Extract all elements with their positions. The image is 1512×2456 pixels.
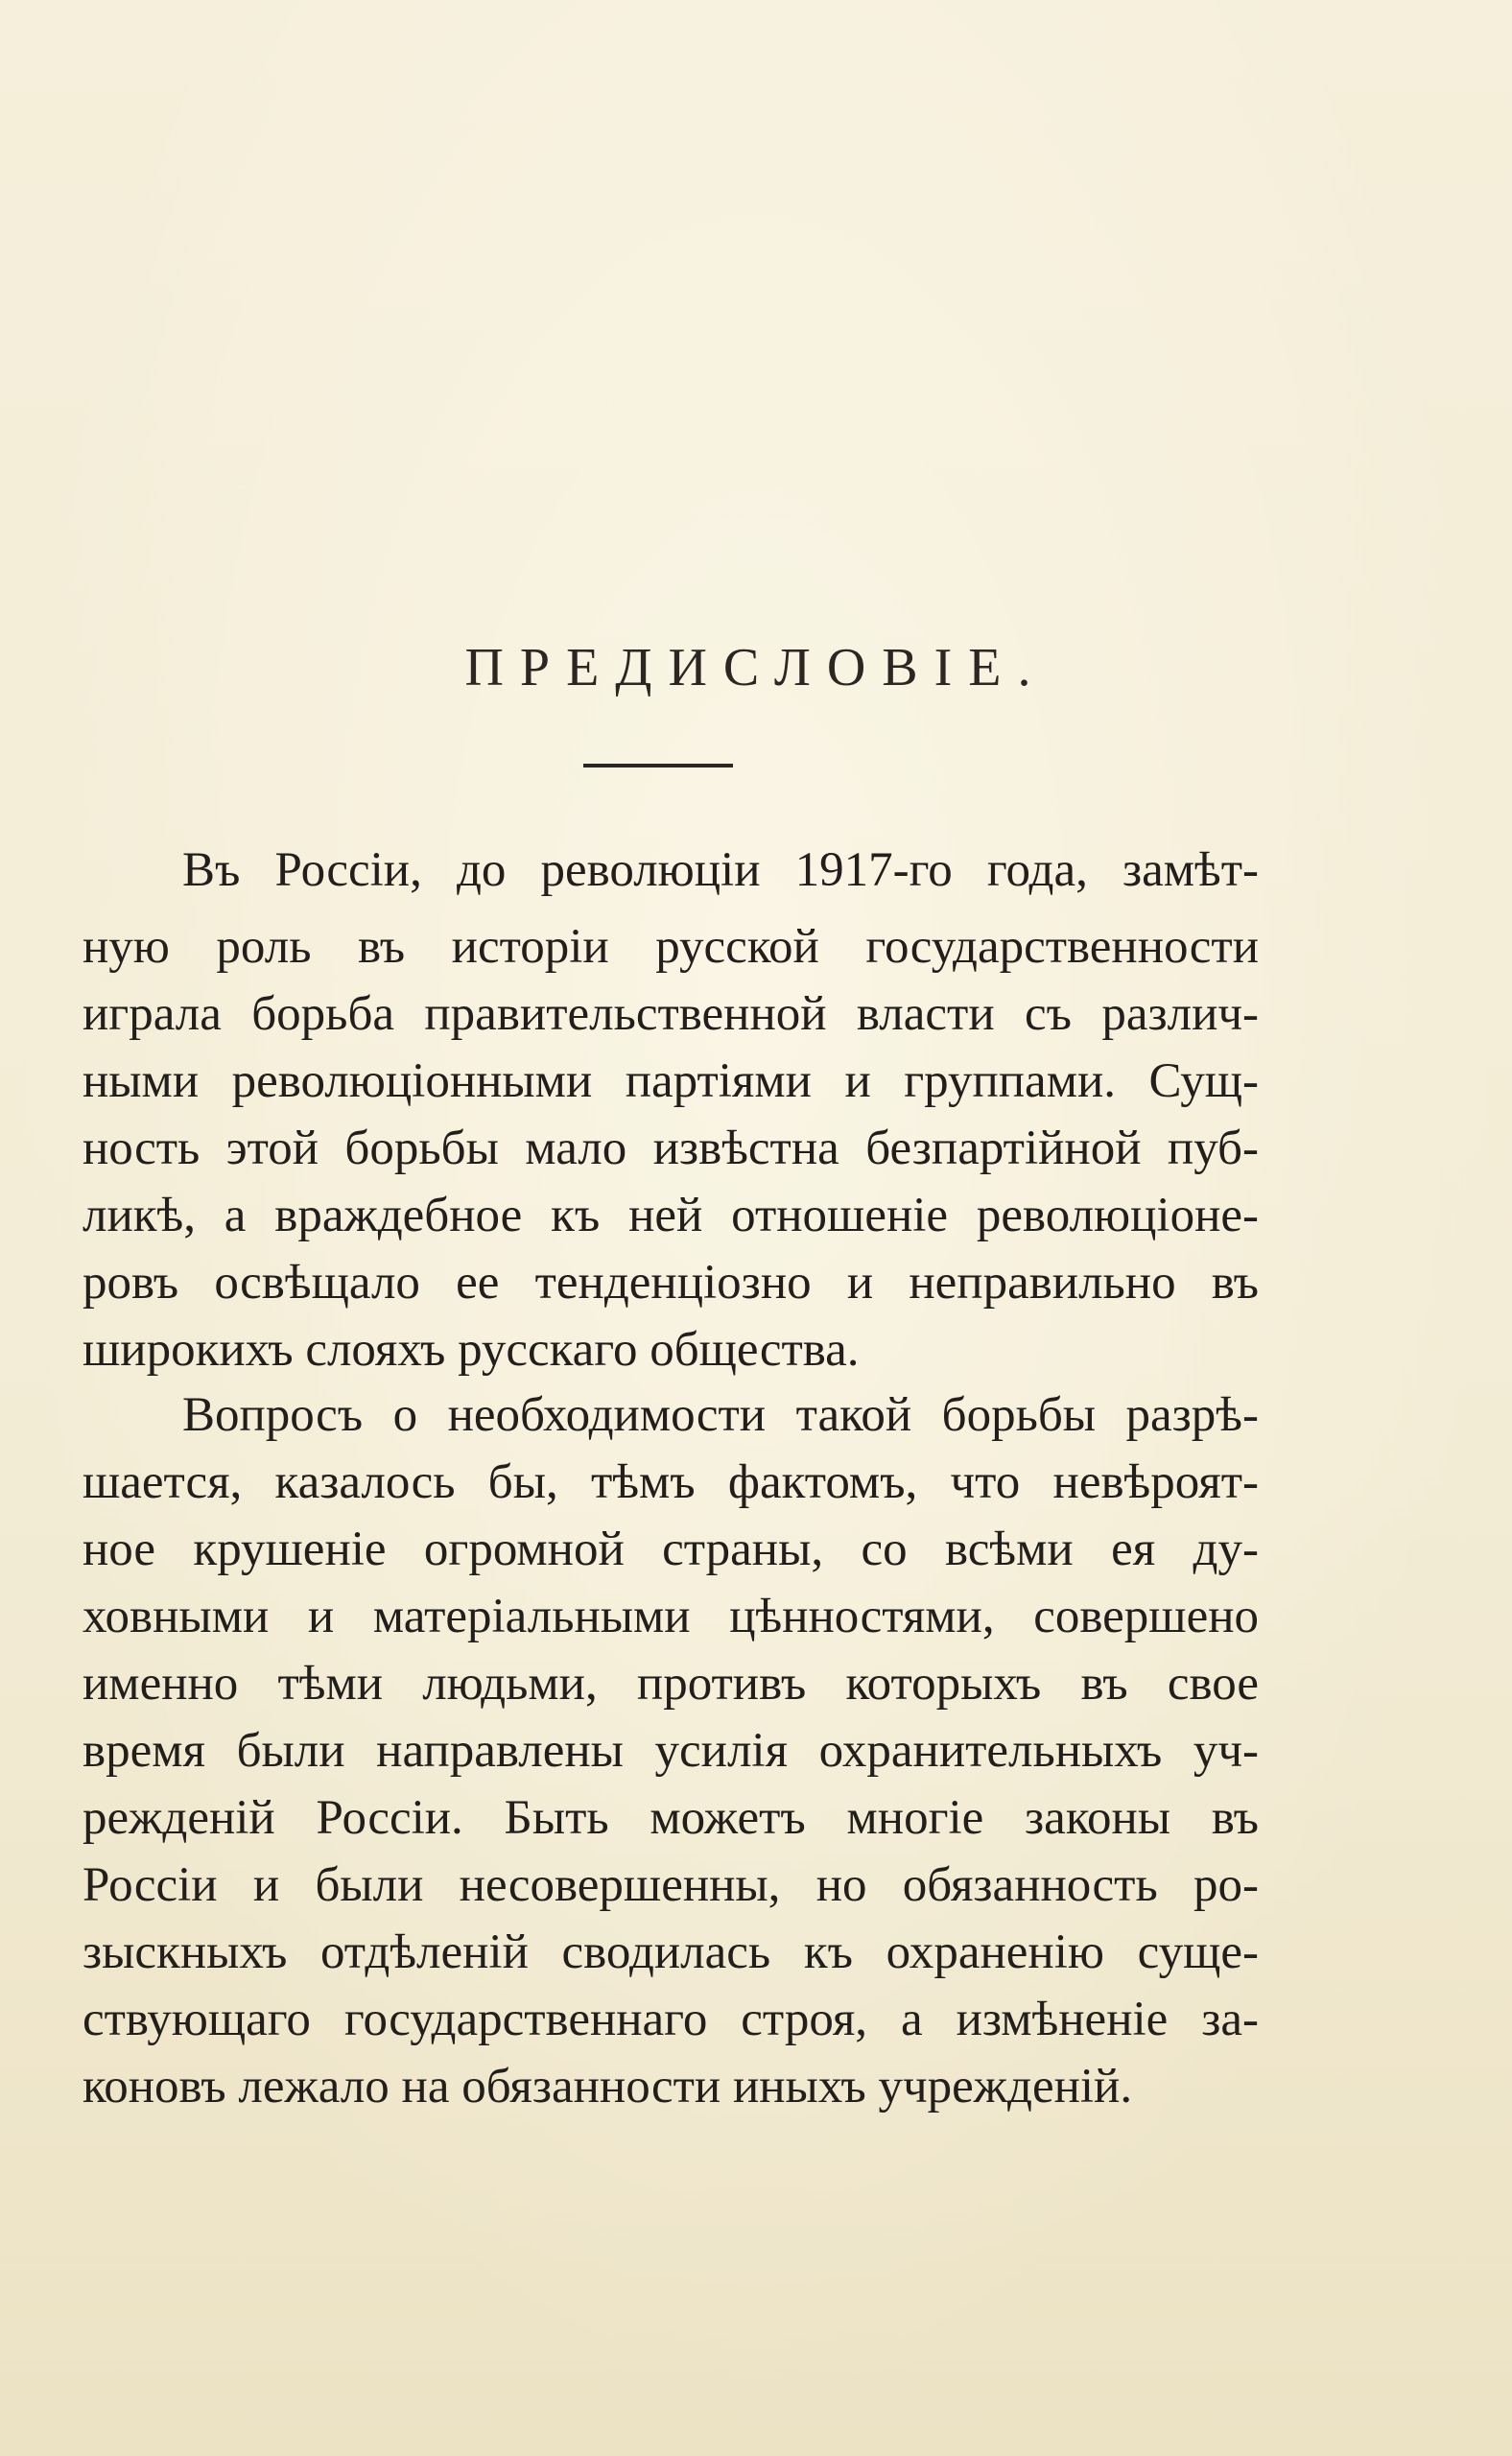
text-line: ными революціонными партіями и группами. Сущ- [83, 1054, 1259, 1108]
text-line: ствующаго государственнаго строя, а измѣненіе за- [83, 1993, 1259, 2046]
text-line: ность этой борьбы мало извѣстна безпартійной пуб- [83, 1122, 1259, 1175]
text-line: шается, казалось бы, тѣмъ фактомъ, что невѣроят- [83, 1455, 1259, 1509]
text-line: Вопросъ о необходимости такой борьбы разрѣ- [182, 1388, 1259, 1442]
text-line: ровъ освѣщало ее тенденціозно и неправильно въ [83, 1256, 1259, 1310]
text-line: Россіи и были несовершенны, но обязанность ро- [83, 1858, 1259, 1912]
text-line: коновъ лежало на обязанности иныхъ учрежденій. [83, 2060, 1133, 2114]
text-line: ховными и матеріальными цѣнностями, совершено [83, 1590, 1259, 1643]
text-line: Въ Россіи, до революціи 1917-го года, замѣт- [182, 843, 1259, 897]
text-line: режденій Россіи. Быть можетъ многіе законы въ [83, 1791, 1259, 1845]
text-line: играла борьба правительственной власти съ различ- [83, 987, 1259, 1041]
text-line: именно тѣми людьми, противъ которыхъ въ свое [83, 1657, 1259, 1711]
text-line: широкихъ слояхъ русскаго общества. [83, 1323, 860, 1377]
text-line: зыскныхъ отдѣленій сводилась къ охраненію суще- [83, 1925, 1259, 1979]
text-line: ликѣ, а враждебное къ ней отношеніе революціоне- [83, 1189, 1259, 1242]
text-line: ную роль въ исторіи русской государственности [83, 920, 1259, 974]
page-heading: ПРЕДИСЛОВІЕ. [464, 638, 1048, 697]
text-line: время были направлены усилія охранительныхъ уч- [83, 1724, 1259, 1778]
text-line: ное крушеніе огромной страны, со всѣми ея ду- [83, 1523, 1259, 1576]
